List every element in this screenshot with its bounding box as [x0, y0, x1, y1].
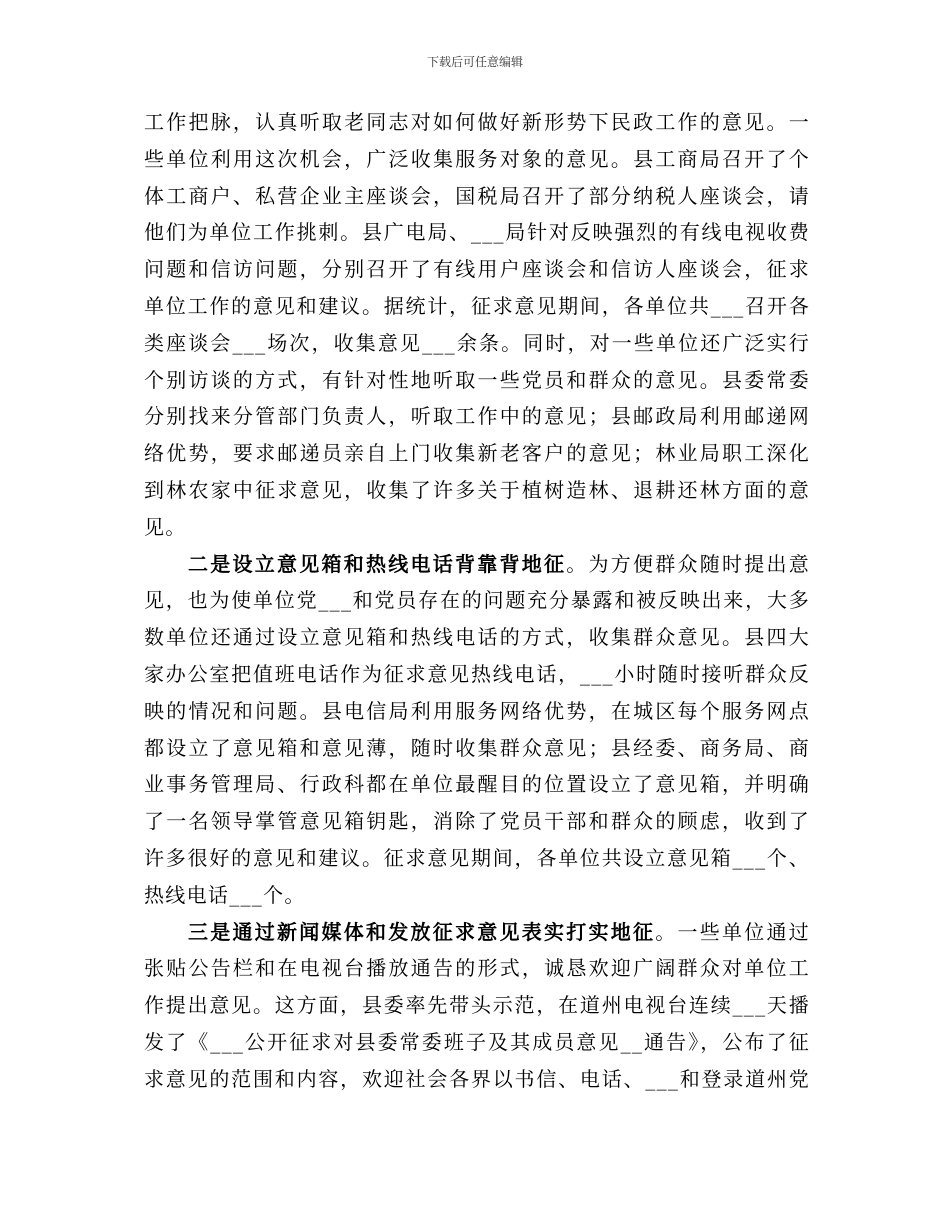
text-line: 家办公室把值班电话作为征求意见热线电话，___小时随时接听群众反 — [144, 661, 810, 686]
text-line: 求意见的范围和内容，欢迎社会各界以书信、电话、___和登录道州党 — [144, 1066, 810, 1091]
text-line — [144, 914, 810, 951]
text-line: 见，也为使单位党___和党员存在的问题充分暴露和被反映出来，大多 — [144, 588, 810, 613]
text-line: 问题和信访问题，分别召开了有线用户座谈会和信访人座谈会，征求 — [144, 257, 810, 282]
text-line: 络优势，要求邮递员亲自上门收集新老客户的意见；林业局职工深化 — [144, 441, 810, 466]
text-line: 映的情况和问题。县电信局利用服务网络优势，在城区每个服务网点 — [144, 698, 810, 723]
text-line: 些单位利用这次机会，广泛收集服务对象的意见。县工商局召开了个 — [144, 146, 810, 171]
text-line: 许多很好的意见和建议。征求意见期间，各单位共设立意见箱___个、 — [144, 845, 810, 870]
paragraph — [144, 914, 810, 1098]
text-line: 张贴公告栏和在电视台播放通告的形式，诚恳欢迎广阔群众对单位工 — [144, 956, 810, 981]
text-line: 单位工作的意见和建议。据统计，征求意见期间，各单位共___召开各 — [144, 293, 810, 318]
text-line: 他们为单位工作挑刺。县广电局、___局针对反映强烈的有线电视收费 — [144, 220, 810, 245]
text-line: 工作把脉，认真听取老同志对如何做好新形势下民政工作的意见。一 — [144, 110, 810, 134]
text-line: 见。 — [144, 514, 187, 539]
text-line: 作提出意见。这方面，县委率先带头示范，在道州电视台连续___天播 — [144, 993, 810, 1018]
text-line: 到林农家中征求意见，收集了许多关于植树造林、退耕还林方面的意 — [144, 477, 810, 502]
page-header: 下载后可任意编辑 — [426, 55, 523, 69]
text-line: 业事务管理局、行政科都在单位最醒目的位置设立了意见箱，并明确 — [144, 772, 810, 797]
text-line: 体工商户、私营企业主座谈会，国税局召开了部分纳税人座谈会，请 — [144, 183, 810, 208]
paragraph — [144, 104, 810, 546]
text-line: 热线电话___个。 — [144, 882, 306, 907]
paragraph-heading: 二是设立意见箱和热线电话背靠背地征 — [188, 551, 567, 576]
paragraph — [144, 546, 810, 914]
text-line: 类座谈会___场次，收集意见___余条。同时，对一些单位还广泛实行 — [144, 330, 810, 355]
text-line — [144, 546, 810, 583]
text-line: 发了《___公开征求对县委常委班子及其成员意见__通告》，公布了征 — [144, 1029, 810, 1054]
paragraph-heading: 三是通过新闻媒体和发放征求意见表实打实地征 — [188, 919, 656, 944]
text-run: 。一些单位通过 — [655, 919, 810, 944]
text-line: 个别访谈的方式，有针对性地听取一些党员和群众的意见。县委常委 — [144, 367, 810, 392]
text-line: 都设立了意见箱和意见薄，随时收集群众意见；县经委、商务局、商 — [144, 735, 810, 760]
text-run: 。为方便群众随时提出意 — [566, 551, 810, 576]
text-line: 分别找来分管部门负责人，听取工作中的意见；县邮政局利用邮递网 — [144, 404, 810, 429]
document-body — [144, 104, 810, 1098]
text-line: 了一名领导掌管意见箱钥匙，消除了党员干部和群众的顾虑，收到了 — [144, 809, 810, 834]
text-line: 数单位还通过设立意见箱和热线电话的方式，收集群众意见。县四大 — [144, 625, 810, 650]
